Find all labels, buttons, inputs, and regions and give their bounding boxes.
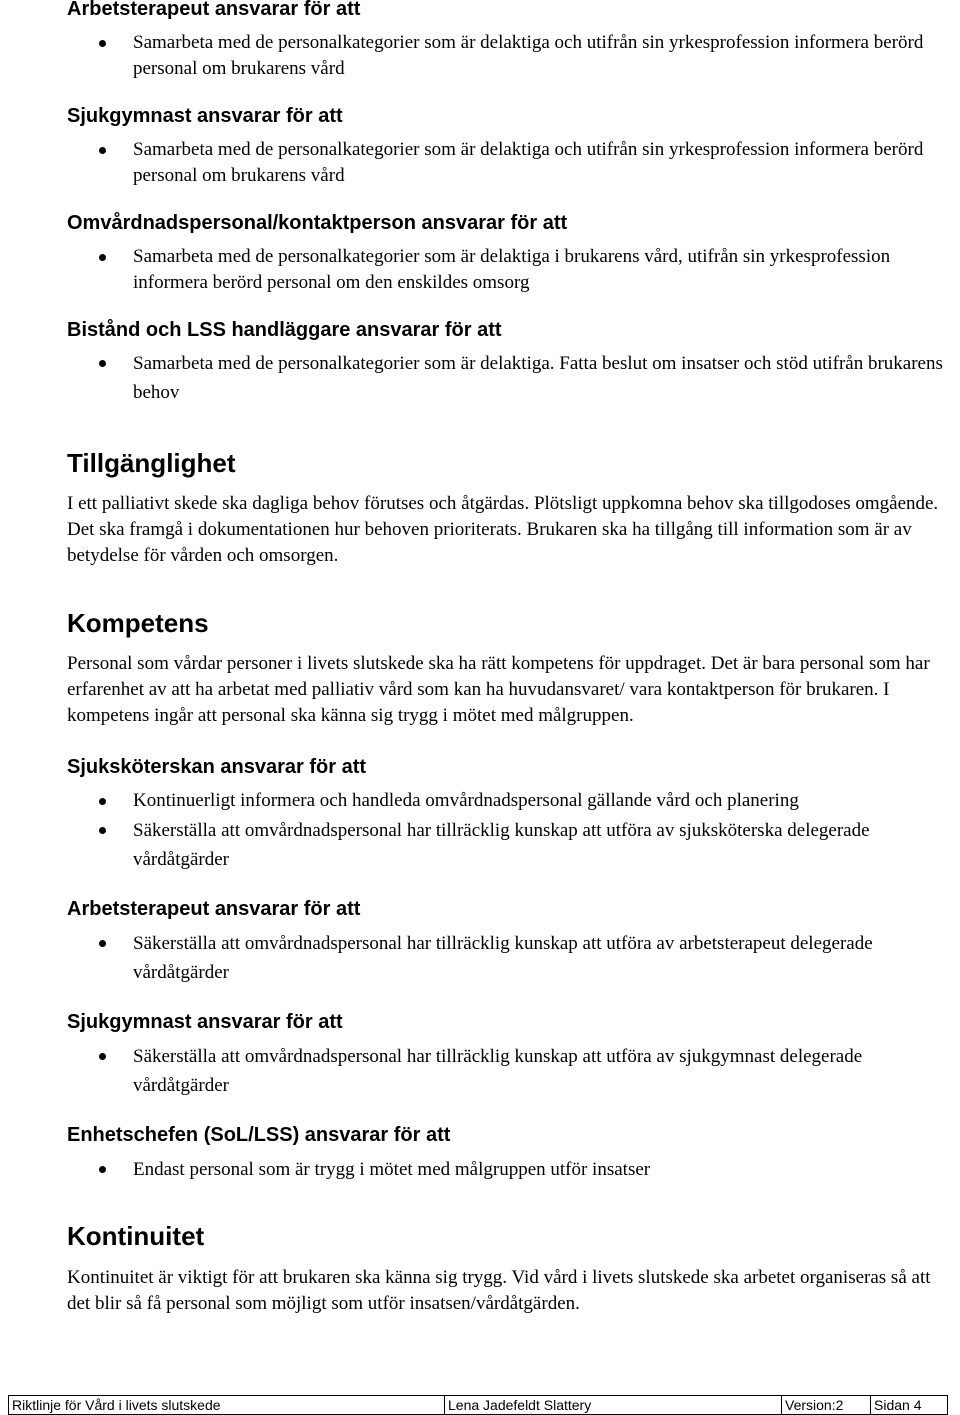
list-item-text: Samarbeta med de personalkategorier som är delaktiga. Fatta beslut om insatser och stöd utifrån brukarens behov — [133, 353, 943, 403]
bullet-list — [67, 788, 947, 874]
bullet-list — [67, 244, 947, 296]
list-item — [67, 929, 947, 987]
footer-document-title: Riktlinje för Vård i livets slutskede — [9, 1396, 445, 1414]
section-heading: Omvårdnadspersonal/kontaktperson ansvarar för att — [67, 212, 568, 234]
section-heading: Bistånd och LSS handläggare ansvarar för att — [67, 319, 502, 341]
bullet-icon — [99, 147, 106, 154]
list-item-text: Samarbeta med de personalkategorier som är delaktiga och utifrån sin yrkesprofession informera berörd personal om brukarens vård — [133, 32, 924, 79]
kompetens-paragraph: Personal som vårdar personer i livets slutskede ska ha rätt kompetens för uppdraget. Det är bara personal som har erfarenhet av att ha arbetat med palliativ vård som kan ha huvudansvaret/ vara kontaktperson för brukaren. I kompetens ingår att personal ska känna sig trygg i mötet med målgruppen. — [67, 653, 930, 726]
bullet-list — [67, 929, 947, 987]
list-item — [67, 30, 947, 82]
footer-page-number: Sidan 4 — [874, 1397, 922, 1413]
list-item — [67, 1042, 947, 1100]
bullet-icon — [99, 798, 106, 805]
tillganglighet-paragraph: I ett palliativt skede ska dagliga behov förutses och åtgärdas. Plötsligt uppkomna behov ska tillgodoses omgående. Det ska framgå i dokumentationen hur behoven prioriterats. Brukaren ska ha tillgång till information som är av betydelse för vården och omsorgen. — [67, 493, 939, 566]
bullet-icon — [99, 254, 106, 261]
kompetens-heading: Kompetens — [67, 608, 209, 638]
list-item-text: Säkerställa att omvårdnadspersonal har tillräcklig kunskap att utföra av sjukgymnast delegerade vårdåtgärder — [133, 1046, 863, 1096]
list-item-text: Säkerställa att omvårdnadspersonal har tillräcklig kunskap att utföra av sjuksköterska delegerade vårdåtgärder — [133, 820, 870, 870]
list-item-text: Endast personal som är trygg i mötet med målgruppen utför insatser — [133, 1159, 651, 1180]
list-item-text: Kontinuerligt informera och handleda omvårdnadspersonal gällande vård och planering — [133, 790, 799, 811]
kontinuitet-heading: Kontinuitet — [67, 1221, 205, 1251]
list-item — [67, 788, 947, 814]
list-item — [67, 1155, 947, 1184]
list-item — [67, 349, 947, 407]
bullet-list — [67, 1155, 947, 1184]
bullet-list — [67, 137, 947, 189]
bullet-icon — [99, 940, 106, 947]
footer-version: Version:2 — [782, 1396, 871, 1414]
document-body — [67, 0, 947, 1317]
bullet-icon — [99, 1166, 106, 1173]
bullet-icon — [99, 1053, 106, 1060]
tillganglighet-heading: Tillgänglighet — [67, 448, 236, 478]
kontinuitet-paragraph: Kontinuitet är viktigt för att brukaren ska känna sig trygg. Vid vård i livets slutskede ska arbetet organiseras så att det blir så få personal som möjligt som utför insatsen/vårdåtgärden. — [67, 1267, 931, 1314]
bullet-list — [67, 1042, 947, 1100]
bullet-icon — [99, 40, 106, 47]
section-heading: Sjukgymnast ansvarar för att — [67, 105, 343, 127]
list-item-text: Samarbeta med de personalkategorier som är delaktiga och utifrån sin yrkesprofession informera berörd personal om brukarens vård — [133, 139, 924, 186]
bullet-icon — [99, 360, 106, 367]
bullet-list — [67, 30, 947, 82]
section-heading: Enhetschefen (SoL/LSS) ansvarar för att — [67, 1124, 451, 1146]
list-item — [67, 137, 947, 189]
list-item — [67, 816, 947, 874]
bullet-list — [67, 349, 947, 407]
page-footer — [8, 1395, 948, 1415]
footer-author: Lena Jadefeldt Slattery — [445, 1396, 782, 1414]
list-item-text: Säkerställa att omvårdnadspersonal har tillräcklig kunskap att utföra av arbetsterapeut delegerade vårdåtgärder — [133, 933, 873, 983]
section-heading: Arbetsterapeut ansvarar för att — [67, 898, 361, 920]
bullet-icon — [99, 827, 106, 834]
list-item — [67, 244, 947, 296]
section-heading: Arbetsterapeut ansvarar för att — [67, 0, 361, 20]
section-heading: Sjukgymnast ansvarar för att — [67, 1011, 343, 1033]
list-item-text: Samarbeta med de personalkategorier som är delaktiga i brukarens vård, utifrån sin yrkesprofession informera berörd personal om den enskildes omsorg — [133, 246, 891, 293]
section-heading: Sjuksköterskan ansvarar för att — [67, 756, 367, 778]
